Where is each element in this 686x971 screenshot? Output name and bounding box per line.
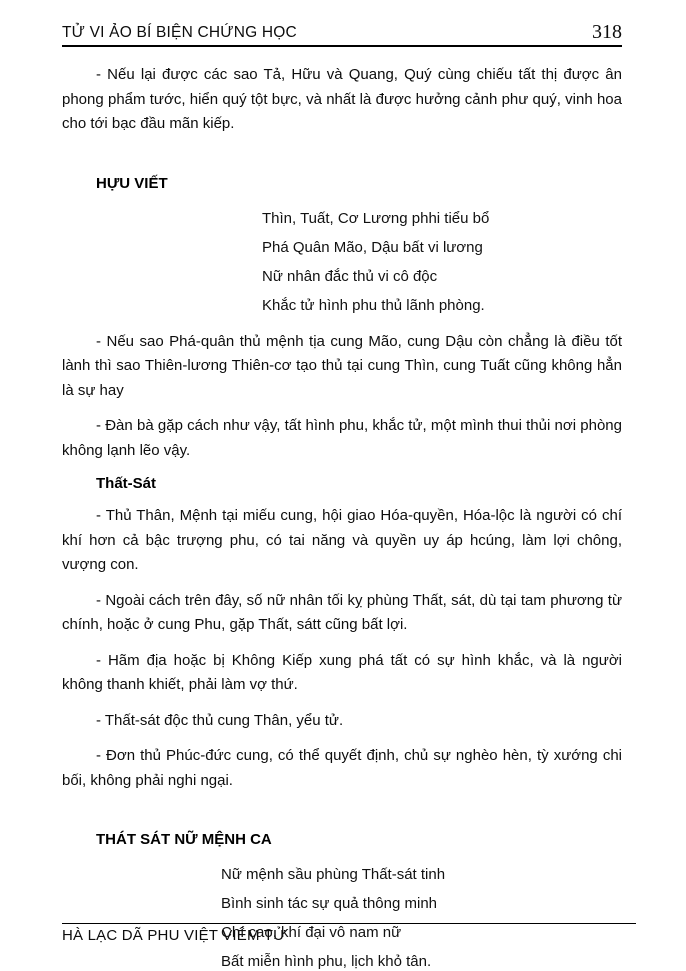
verse-line: Khắc tử hình phu thủ lãnh phòng. — [262, 296, 485, 314]
heading-that-sat: Thất-Sát — [96, 475, 156, 492]
verse-line: Nữ mệnh sầu phùng Thất-sát tinh — [221, 866, 446, 883]
paragraph: - Đơn thủ Phúc-đức cung, có thể quyết định, chủ sự nghèo hèn, tỳ xướng chi bối, không phải nghi ngại. — [62, 747, 622, 789]
verse-line: Bình sinh tác sự quả thông minh — [221, 895, 438, 912]
page-number: 318 — [592, 21, 622, 43]
verse-line: Chí cao, khí đại vô nam nữ — [221, 924, 402, 941]
verse-line: Thìn, Tuất, Cơ Lương phhi tiểu bổ — [262, 209, 490, 227]
paragraph: - Nếu sao Phá-quân thủ mệnh tịa cung Mão, cung Dậu còn chẳng là điều tốt lành thì sao Thiên-lương Thiên-cơ tạo thủ tại cung Thìn, cung Tuất cũng không hẳn là sự hay — [62, 332, 622, 399]
verse-line: Phá Quân Mão, Dậu bất vi lương — [262, 238, 483, 256]
heading-that-sat-nu-menh-ca: THÁT SÁT NỮ MỆNH CA — [96, 831, 272, 848]
verse-block-that-sat-ca — [62, 863, 622, 971]
running-head-title: TỬ VI ẢO BÍ BIỆN CHỨNG HỌC — [62, 24, 297, 41]
paragraph: - Thủ Thân, Mệnh tại miếu cung, hội giao Hóa-quyền, Hóa-lộc là người có chí khí hơn cả bậc trượng phu, có tai năng và quyền uy áp hcúng, làm lợi chông, vượng con. — [62, 507, 622, 573]
paragraph: - Hãm địa hoặc bị Không Kiếp xung phá tất có sự hình khắc, và là người không thanh khiết, phải làm vợ thứ. — [62, 651, 622, 693]
paragraph: - Ngoài cách trên đây, số nữ nhân tối kỵ phùng Thất, sát, dù tại tam phương từ chính, hoặc ở cung Phu, gặp Thất, sátt cũng bất lợi. — [62, 591, 622, 633]
verse-block-huu-viet — [62, 207, 622, 318]
verse-line: Nữ nhân đắc thủ vi cô độc — [262, 267, 438, 285]
paragraph-intro: - Nếu lại được các sao Tả, Hữu và Quang, Quý cùng chiếu tất thị được ân phong phẩm tước, hiển quý tột bực, và nhất là được hưởng cảnh phư quý, vinh hoa cho tới bạc đầu mãn kiếp. — [62, 66, 622, 132]
heading-huu-viet: HỰU VIẾT — [96, 174, 168, 192]
verse-line: Bất miễn hình phu, lịch khỏ tân. — [221, 953, 432, 970]
page-footer — [62, 923, 636, 944]
paragraph: - Thất-sát độc thủ cung Thân, yểu tử. — [96, 711, 344, 729]
footer-author: HÀ LẠC DÃ PHU VIỆT VIÊM TỬ — [62, 927, 287, 944]
page-header — [62, 0, 622, 47]
paragraph: - Đàn bà gặp cách như vậy, tất hình phu, khắc tử, một mình thui thủi nơi phòng không lạnh lẽo vậy. — [62, 417, 622, 459]
